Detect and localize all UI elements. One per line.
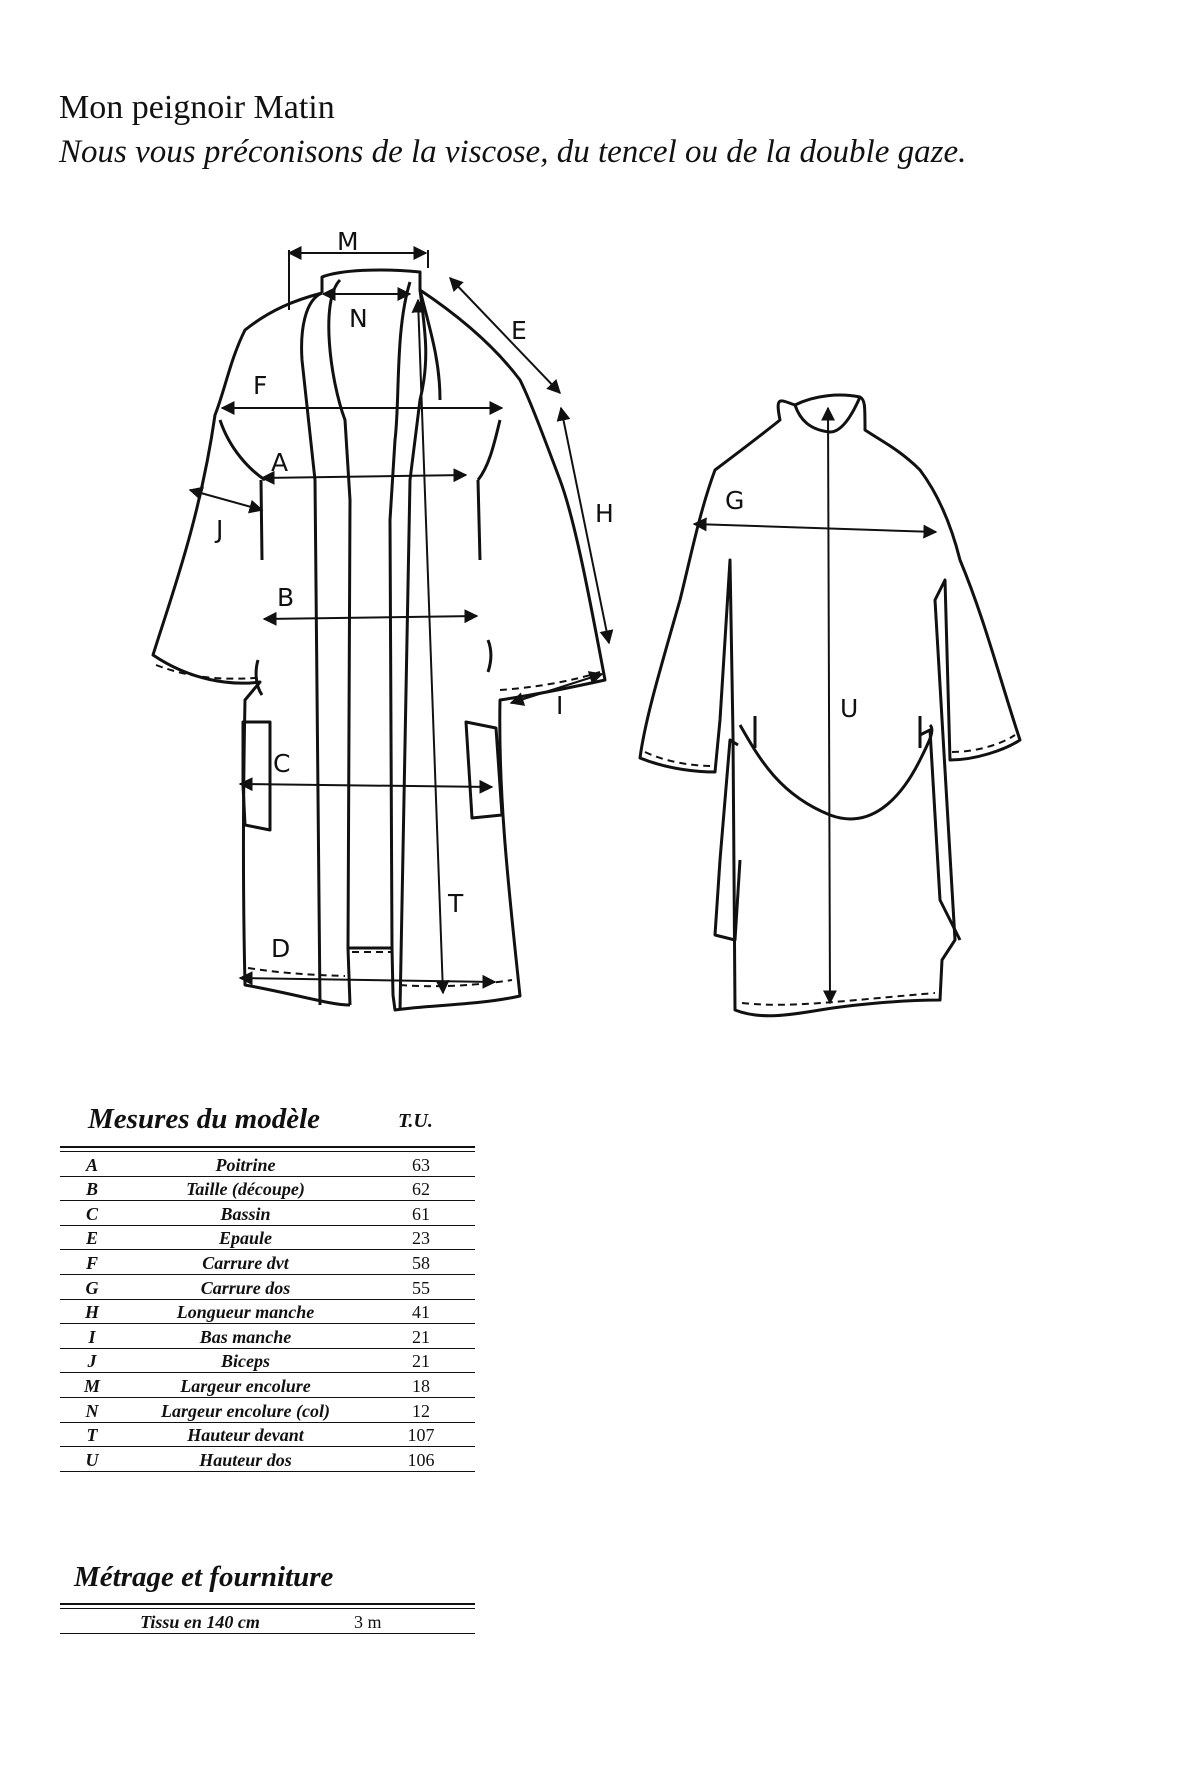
- table-row: [60, 1250, 475, 1275]
- row-value: 55: [412, 1277, 430, 1298]
- row-code: N: [85, 1400, 99, 1421]
- table-row: [60, 1275, 475, 1300]
- materials-table: [60, 1603, 475, 1634]
- label-g: G: [725, 486, 745, 515]
- page-subtitle: Nous vous préconisons de la viscose, du tencel ou de la double gaze.: [59, 134, 967, 170]
- row-label: Largeur encolure: [180, 1375, 311, 1396]
- row-code: U: [85, 1449, 99, 1470]
- label-e: E: [511, 316, 527, 345]
- dimension-line-j: [190, 490, 262, 510]
- row-code: E: [85, 1228, 98, 1249]
- row-label: Bas manche: [199, 1326, 292, 1347]
- page-title: Mon peignoir Matin: [59, 89, 335, 126]
- label-n: N: [349, 304, 368, 333]
- row-label: Carrure dvt: [202, 1252, 289, 1273]
- row-value: 18: [412, 1375, 430, 1396]
- row-value: 41: [412, 1302, 430, 1323]
- table-row: [60, 1324, 475, 1349]
- dimension-line-a: [262, 475, 466, 478]
- label-a: A: [271, 448, 289, 477]
- row-code: J: [87, 1351, 97, 1372]
- table-row: [60, 1177, 475, 1202]
- row-code: H: [84, 1302, 99, 1323]
- table-row: [60, 1398, 475, 1423]
- size-header: T.U.: [398, 1110, 433, 1132]
- dimension-line-t: [418, 300, 443, 993]
- table-row: [60, 1152, 475, 1177]
- dimension-line-b: [264, 616, 477, 619]
- label-u: U: [840, 694, 859, 723]
- row-code: T: [86, 1425, 98, 1446]
- row-label: Carrure dos: [200, 1277, 291, 1298]
- row-label: Largeur encolure (col): [161, 1400, 330, 1421]
- table-row: [60, 1300, 475, 1325]
- row-label: Epaule: [218, 1228, 272, 1249]
- row-value: 12: [412, 1400, 430, 1421]
- label-f: F: [253, 371, 268, 400]
- row-value: 3 m: [354, 1611, 382, 1632]
- row-code: C: [85, 1203, 98, 1224]
- table-row: [60, 1226, 475, 1251]
- label-t: T: [448, 889, 464, 918]
- label-i: I: [556, 691, 564, 720]
- row-label: Taille (découpe): [186, 1179, 305, 1200]
- table-row: [60, 1609, 475, 1634]
- row-value: 21: [412, 1351, 430, 1372]
- row-code: G: [85, 1277, 99, 1298]
- label-j: J: [216, 515, 224, 544]
- row-label: Poitrine: [215, 1154, 276, 1175]
- materials-title: Métrage et fourniture: [74, 1561, 334, 1593]
- row-label: Tissu en 140 cm: [140, 1611, 260, 1632]
- measures-title: Mesures du modèle: [88, 1103, 320, 1135]
- table-row: [60, 1373, 475, 1398]
- dimension-line-c: [240, 784, 492, 787]
- row-value: 62: [412, 1179, 430, 1200]
- dimension-line-e: [450, 278, 560, 393]
- label-d: D: [271, 934, 291, 963]
- row-value: 106: [407, 1449, 435, 1470]
- row-value: 58: [412, 1252, 430, 1273]
- label-b: B: [277, 583, 295, 612]
- measures-table: [60, 1146, 475, 1472]
- dimension-line-u: [828, 408, 830, 1003]
- table-row: [60, 1201, 475, 1226]
- row-value: 23: [412, 1228, 430, 1249]
- row-label: Hauteur devant: [187, 1425, 304, 1446]
- row-label: Hauteur dos: [199, 1449, 292, 1470]
- row-code: B: [85, 1179, 98, 1200]
- row-value: 21: [412, 1326, 430, 1347]
- dimension-line-d: [240, 978, 495, 982]
- table-row: [60, 1349, 475, 1374]
- row-code: F: [85, 1252, 98, 1273]
- row-label: Longueur manche: [176, 1302, 315, 1323]
- row-code: I: [88, 1326, 96, 1347]
- label-c: C: [273, 749, 291, 778]
- row-label: Bassin: [220, 1203, 271, 1224]
- row-value: 107: [407, 1425, 435, 1446]
- row-label: Biceps: [221, 1351, 270, 1372]
- row-code: M: [83, 1375, 100, 1396]
- dimension-line-g: [694, 524, 936, 532]
- row-code: A: [85, 1154, 98, 1175]
- label-m: M: [337, 227, 359, 256]
- row-value: 61: [412, 1203, 430, 1224]
- label-h: H: [595, 499, 614, 528]
- row-value: 63: [412, 1154, 430, 1175]
- front-view-robe: [153, 270, 605, 1010]
- table-row: [60, 1423, 475, 1448]
- table-row: [60, 1447, 475, 1472]
